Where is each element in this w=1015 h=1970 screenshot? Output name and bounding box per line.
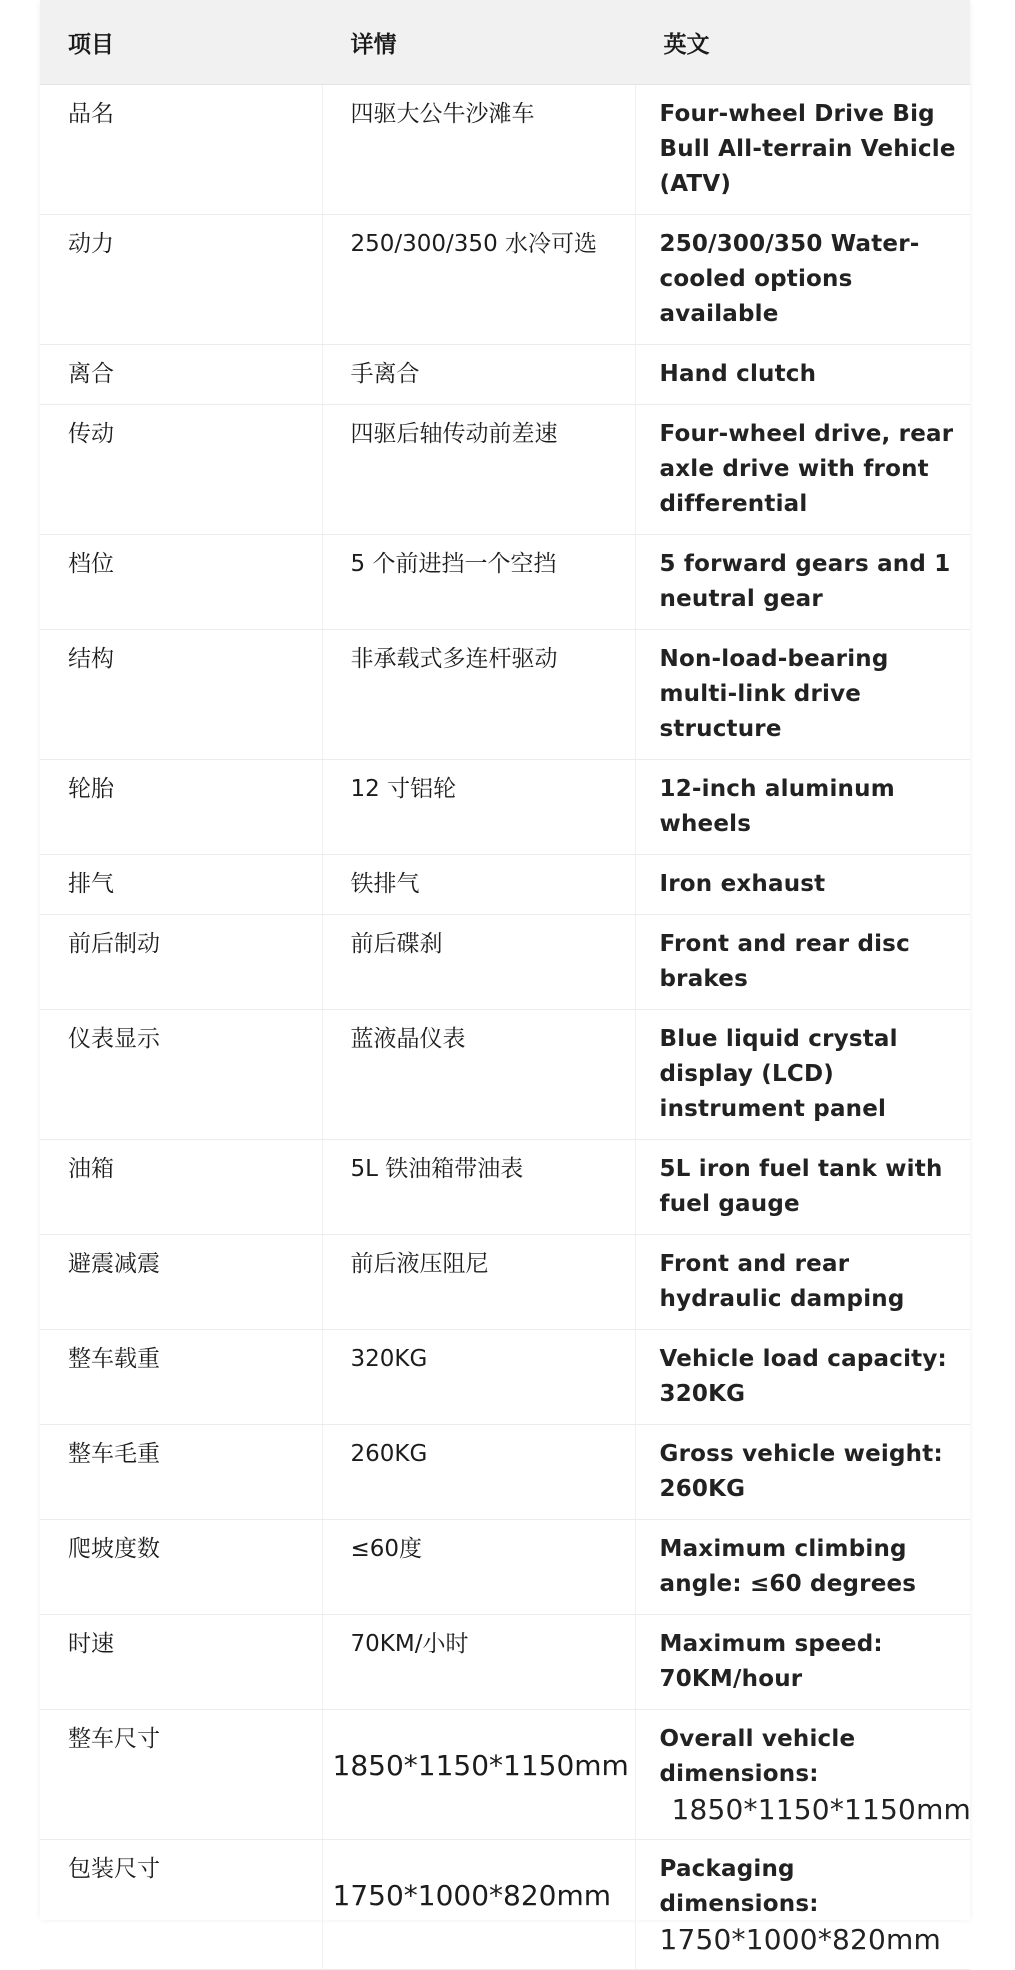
spec-detail: [322, 1840, 635, 1970]
spec-english: Blue liquid crystal display (LCD) instrument panel: [635, 1010, 970, 1140]
spec-english: 5 forward gears and 1 neutral gear: [635, 535, 970, 630]
table-row: [40, 760, 970, 855]
spec-english: [635, 1710, 970, 1840]
header-english: 英文: [635, 0, 970, 85]
table-row: [40, 345, 970, 405]
spec-item: 仪表显示: [40, 1010, 322, 1140]
dimension-value-english: 1750*1000*820mm: [659, 1923, 942, 1956]
spec-item: 油箱: [40, 1140, 322, 1235]
spec-item: 包装尺寸: [40, 1840, 322, 1970]
spec-english: Four-wheel drive, rear axle drive with front differential: [635, 405, 970, 535]
spec-english: Front and rear disc brakes: [635, 915, 970, 1010]
table-header-row: [40, 0, 970, 85]
spec-english: Maximum climbing angle: ≤60 degrees: [635, 1520, 970, 1615]
spec-item: 避震减震: [40, 1235, 322, 1330]
spec-item: 离合: [40, 345, 322, 405]
table-row: [40, 1010, 970, 1140]
table-row: [40, 630, 970, 760]
spec-english: Hand clutch: [635, 345, 970, 405]
spec-item: 品名: [40, 85, 322, 215]
spec-english: Non-load-bearing multi-link drive structure: [635, 630, 970, 760]
table-body: [40, 85, 970, 1970]
spec-item: 前后制动: [40, 915, 322, 1010]
header-detail: 详情: [322, 0, 635, 85]
spec-item: 整车尺寸: [40, 1710, 322, 1840]
spec-item: 档位: [40, 535, 322, 630]
spec-item: 爬坡度数: [40, 1520, 322, 1615]
spec-detail: [322, 1710, 635, 1840]
spec-detail: 12 寸铝轮: [322, 760, 635, 855]
spec-english: Front and rear hydraulic damping: [635, 1235, 970, 1330]
table-row: [40, 1235, 970, 1330]
spec-detail: 5L 铁油箱带油表: [322, 1140, 635, 1235]
spec-detail: 260KG: [322, 1425, 635, 1520]
dimension-value: 1750*1000*820mm: [332, 1879, 612, 1912]
spec-english: 12-inch aluminum wheels: [635, 760, 970, 855]
table-row: [40, 915, 970, 1010]
table-row: [40, 1425, 970, 1520]
dimension-label-english: Packaging dimensions:: [659, 1856, 819, 1917]
spec-detail: 前后碟刹: [322, 915, 635, 1010]
table-row: [40, 1520, 970, 1615]
spec-table: [40, 0, 970, 1970]
spec-item: 结构: [40, 630, 322, 760]
spec-item: 时速: [40, 1615, 322, 1710]
spec-detail: 前后液压阻尼: [322, 1235, 635, 1330]
spec-detail: 四驱大公牛沙滩车: [322, 85, 635, 215]
spec-english: 5L iron fuel tank with fuel gauge: [635, 1140, 970, 1235]
spec-detail: 250/300/350 水冷可选: [322, 215, 635, 345]
table-row: [40, 1710, 970, 1840]
dimension-label-english: Overall vehicle dimensions:: [659, 1726, 856, 1787]
spec-english: Four-wheel Drive Big Bull All-terrain Vehicle (ATV): [635, 85, 970, 215]
spec-item: 轮胎: [40, 760, 322, 855]
table-row: [40, 1840, 970, 1970]
spec-detail: 70KM/小时: [322, 1615, 635, 1710]
spec-detail: 四驱后轴传动前差速: [322, 405, 635, 535]
dimension-value-english: 1850*1150*1150mm: [671, 1793, 972, 1826]
spec-english: 250/300/350 Water-cooled options available: [635, 215, 970, 345]
spec-item: 整车毛重: [40, 1425, 322, 1520]
spec-english: Iron exhaust: [635, 855, 970, 915]
spec-detail: 5 个前进挡一个空挡: [322, 535, 635, 630]
spec-english: Maximum speed: 70KM/hour: [635, 1615, 970, 1710]
spec-item: 排气: [40, 855, 322, 915]
spec-english: Gross vehicle weight: 260KG: [635, 1425, 970, 1520]
header-item: 项目: [40, 0, 322, 85]
spec-detail: 铁排气: [322, 855, 635, 915]
spec-english: [635, 1840, 970, 1970]
spec-detail: ≤60度: [322, 1520, 635, 1615]
table-row: [40, 405, 970, 535]
table-row: [40, 1140, 970, 1235]
table-row: [40, 535, 970, 630]
spec-detail: 手离合: [322, 345, 635, 405]
spec-detail: 蓝液晶仪表: [322, 1010, 635, 1140]
spec-english: Vehicle load capacity: 320KG: [635, 1330, 970, 1425]
table-row: [40, 215, 970, 345]
spec-item: 传动: [40, 405, 322, 535]
spec-sheet: [40, 0, 972, 1956]
table-row: [40, 85, 970, 215]
spec-item: 整车载重: [40, 1330, 322, 1425]
spec-detail: 非承载式多连杆驱动: [322, 630, 635, 760]
spec-item: 动力: [40, 215, 322, 345]
spec-detail: 320KG: [322, 1330, 635, 1425]
table-row: [40, 855, 970, 915]
dimension-value: 1850*1150*1150mm: [332, 1749, 629, 1782]
table-row: [40, 1330, 970, 1425]
table-row: [40, 1615, 970, 1710]
